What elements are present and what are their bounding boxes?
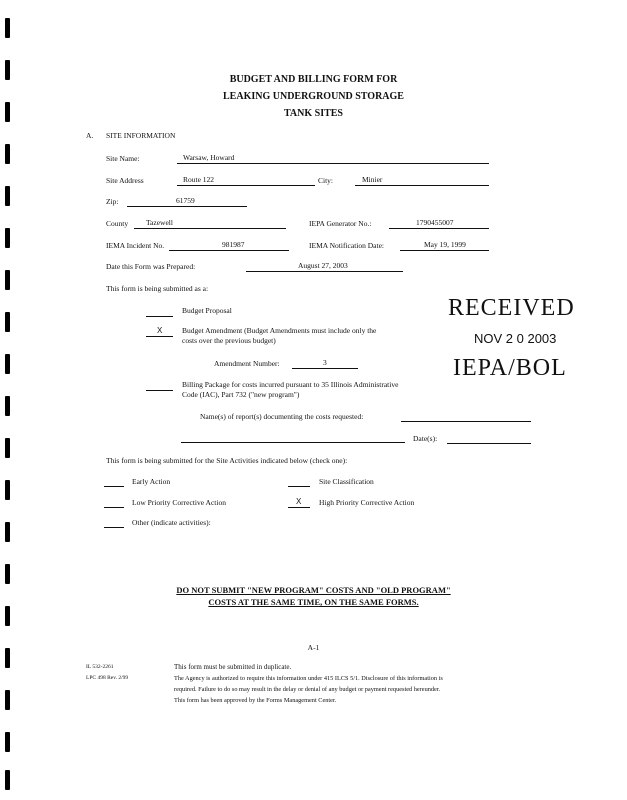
binder-hole <box>5 144 10 164</box>
amendment-number-value: 3 <box>323 358 327 367</box>
stamp-received: RECEIVED <box>448 295 575 321</box>
early-action-checkbox[interactable] <box>104 486 124 487</box>
reports-field-2[interactable] <box>181 442 405 443</box>
footer-line-3: required. Failure to do so may result in the delay or denial of any budget or payment requested hereunder. <box>174 686 441 693</box>
city-field[interactable] <box>355 185 489 186</box>
county-field[interactable] <box>134 228 286 229</box>
incident-field[interactable] <box>169 250 289 251</box>
amendment-number-label: Amendment Number: <box>214 359 280 368</box>
high-priority-label: High Priority Corrective Action <box>319 498 415 507</box>
binder-hole <box>5 396 10 416</box>
binder-hole <box>5 732 10 752</box>
prepared-label: Date this Form was Prepared: <box>106 262 196 271</box>
binder-hole <box>5 228 10 248</box>
form-title-line-2: LEAKING UNDERGROUND STORAGE <box>223 91 404 102</box>
zip-label: Zip: <box>106 197 119 206</box>
page-number: A-1 <box>307 643 320 652</box>
budget-proposal-checkbox[interactable] <box>146 316 173 317</box>
activities-intro: This form is being submitted for the Site Activities indicated below (check one): <box>106 456 348 465</box>
billing-package-label-1: Billing Package for costs incurred pursuant to 35 Illinois Administrative <box>182 380 399 389</box>
section-letter: A. <box>86 131 94 140</box>
stamp-office: IEPA/BOL <box>453 355 567 381</box>
footer-line-1: This form must be submitted in duplicate. <box>174 663 292 671</box>
generator-value: 1790455007 <box>416 218 454 227</box>
generator-field[interactable] <box>389 228 489 229</box>
low-priority-checkbox[interactable] <box>104 507 124 508</box>
reports-label: Name(s) of report(s) documenting the costs requested: <box>200 412 364 421</box>
billing-package-checkbox[interactable] <box>146 390 173 391</box>
county-value: Tazewell <box>146 218 173 227</box>
prepared-field[interactable] <box>246 271 403 272</box>
other-checkbox[interactable] <box>104 527 124 528</box>
county-label: County <box>106 219 129 228</box>
binder-hole <box>5 690 10 710</box>
section-heading: SITE INFORMATION <box>106 131 176 140</box>
binder-hole <box>5 606 10 626</box>
binder-hole <box>5 186 10 206</box>
binder-hole <box>5 354 10 374</box>
dates-field[interactable] <box>447 443 531 444</box>
warning-line-1: DO NOT SUBMIT "NEW PROGRAM" COSTS AND "OLD PROGRAM" <box>176 585 451 595</box>
other-label: Other (indicate activities): <box>132 518 211 527</box>
site-address-value: Route 122 <box>183 175 215 184</box>
low-priority-label: Low Priority Corrective Action <box>132 498 226 507</box>
notification-value: May 19, 1999 <box>424 240 466 249</box>
high-priority-checkbox[interactable] <box>288 507 310 508</box>
amendment-number-field[interactable] <box>292 368 358 369</box>
site-name-label: Site Name: <box>106 154 140 163</box>
budget-amendment-label-1: Budget Amendment (Budget Amendments must include only the <box>182 326 377 335</box>
warning-line-2: COSTS AT THE SAME TIME, ON THE SAME FORMS. <box>208 597 419 607</box>
budget-amendment-label-2: costs over the previous budget) <box>182 336 276 345</box>
site-name-field[interactable] <box>177 163 489 164</box>
incident-label: IEMA Incident No. <box>106 241 165 250</box>
notification-label: IEMA Notification Date: <box>309 241 384 250</box>
binder-hole <box>5 480 10 500</box>
budget-amendment-checkbox[interactable] <box>146 336 173 337</box>
notification-field[interactable] <box>400 250 489 251</box>
budget-proposal-label: Budget Proposal <box>182 306 232 315</box>
binder-hole <box>5 564 10 584</box>
billing-package-label-2: Code (IAC), Part 732 ("new program") <box>182 390 300 399</box>
form-title-line-3: TANK SITES <box>283 108 343 119</box>
binder-hole <box>5 312 10 332</box>
budget-amendment-mark: X <box>157 326 163 335</box>
binder-hole <box>5 438 10 458</box>
form-title-line-1: BUDGET AND BILLING FORM FOR <box>229 74 398 85</box>
footer-line-2: The Agency is authorized to require this information under 415 ILCS 5/1. Disclosure of this information is <box>174 675 443 682</box>
form-code-2: LPC 498 Rev. 2/99 <box>86 675 129 681</box>
reports-field-1[interactable] <box>401 421 531 422</box>
binder-hole <box>5 270 10 290</box>
binder-hole <box>5 770 10 790</box>
site-classification-checkbox[interactable] <box>288 486 310 487</box>
submitted-as-intro: This form is being submitted as a: <box>106 284 209 293</box>
binder-hole <box>5 522 10 542</box>
early-action-label: Early Action <box>132 477 171 486</box>
city-value: Minier <box>362 175 383 184</box>
incident-value: 981987 <box>222 240 245 249</box>
form-code-1: IL 532-2261 <box>86 664 114 670</box>
site-address-label: Site Address <box>106 176 144 185</box>
dates-label: Date(s): <box>413 434 438 443</box>
stamp-date: NOV 2 0 2003 <box>474 331 557 346</box>
footer-line-4: This form has been approved by the Forms Management Center. <box>174 697 337 704</box>
site-classification-label: Site Classification <box>319 477 374 486</box>
city-label: City: <box>318 176 334 185</box>
binder-hole <box>5 18 10 38</box>
zip-field[interactable] <box>127 206 247 207</box>
site-address-field[interactable] <box>177 185 315 186</box>
prepared-value: August 27, 2003 <box>298 261 348 270</box>
site-name-value: Warsaw, Howard <box>183 153 235 162</box>
generator-label: IEPA Generator No.: <box>309 219 372 228</box>
high-priority-mark: X <box>296 497 302 506</box>
zip-value: 61759 <box>176 196 195 205</box>
